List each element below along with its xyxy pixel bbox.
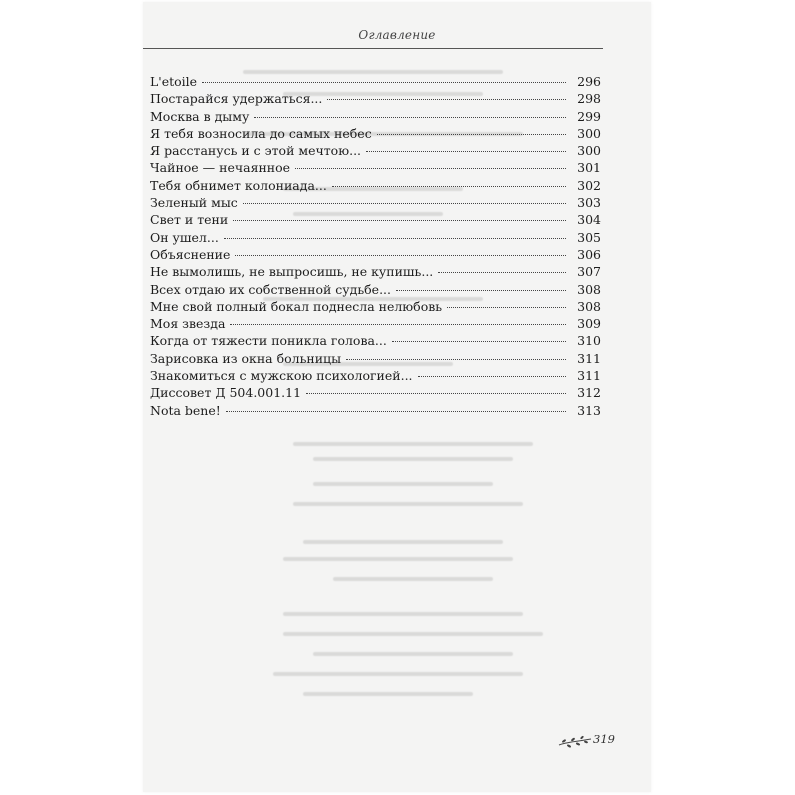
toc-entry-page: 309 — [577, 316, 601, 332]
toc-entry-page: 306 — [577, 246, 601, 262]
toc-entry[interactable] — [150, 74, 601, 91]
toc-entry[interactable] — [150, 299, 601, 316]
toc-entry-title: Я расстанусь и с этой мечтою... — [150, 143, 362, 159]
toc-entry[interactable] — [150, 212, 601, 229]
dot-leader — [295, 168, 566, 169]
toc-entry[interactable] — [150, 178, 601, 195]
dot-leader — [418, 376, 566, 377]
toc-entry[interactable] — [150, 230, 601, 247]
toc-entry-title: Мне свой полный бокал поднесла нелюбовь — [150, 298, 443, 314]
toc-entry[interactable] — [150, 385, 601, 402]
toc-entry-title: Москва в дыму — [150, 108, 250, 124]
toc-entry-title: Моя звезда — [150, 316, 226, 332]
book-page — [143, 2, 651, 792]
toc-entry[interactable] — [150, 160, 601, 177]
dot-leader — [327, 99, 566, 100]
toc-entry-page: 311 — [577, 350, 601, 366]
dot-leader — [396, 290, 566, 291]
toc-entry[interactable] — [150, 143, 601, 160]
dot-leader — [202, 82, 566, 83]
toc-entry-title: Nota bene! — [150, 402, 221, 418]
dot-leader — [306, 393, 566, 394]
toc-entry[interactable] — [150, 126, 601, 143]
toc-entry[interactable] — [150, 333, 601, 350]
dot-leader — [254, 117, 566, 118]
toc-entry-title: Зарисовка из окна больницы — [150, 350, 342, 366]
toc-entry-title: Тебя обнимет колониада... — [150, 177, 327, 193]
toc-entry-title: Свет и тени — [150, 212, 229, 228]
toc-entry-page: 301 — [577, 160, 601, 176]
toc-entry-title: Он ушел... — [150, 229, 219, 245]
toc-entry-page: 310 — [577, 333, 601, 349]
dot-leader — [230, 324, 566, 325]
toc-entry-title: L'etoile — [150, 74, 198, 89]
toc-entry[interactable] — [150, 282, 601, 299]
toc-entry[interactable] — [150, 109, 601, 126]
toc-entry[interactable] — [150, 247, 601, 264]
header-rule — [143, 48, 603, 49]
leaf-sprig-ornament-icon — [558, 734, 592, 750]
toc-entry-page: 311 — [577, 368, 601, 384]
toc-entry[interactable] — [150, 368, 601, 385]
dot-leader — [233, 220, 566, 221]
dot-leader — [226, 411, 566, 412]
toc-entry-page: 307 — [577, 264, 601, 280]
dot-leader — [447, 307, 566, 308]
page-number: 319 — [593, 732, 615, 746]
toc-entry-title: Знакомиться с мужскою психологией... — [150, 368, 413, 384]
dot-leader — [243, 203, 566, 204]
toc-entry-page: 296 — [577, 74, 601, 89]
toc-entry-page: 300 — [577, 125, 601, 141]
dot-leader — [235, 255, 566, 256]
toc-entry-title: Я тебя возносила до самых небес — [150, 125, 372, 141]
toc-entry[interactable] — [150, 195, 601, 212]
toc-entry-title: Зеленый мыс — [150, 195, 238, 211]
toc-entry-page: 313 — [577, 402, 601, 418]
toc-entry-page: 312 — [577, 385, 601, 401]
toc-entry[interactable] — [150, 351, 601, 368]
toc-entry-title: Не вымолишь, не выпросишь, не купишь... — [150, 264, 434, 280]
toc-entry[interactable] — [150, 403, 601, 420]
dot-leader — [392, 341, 566, 342]
toc-entry[interactable] — [150, 264, 601, 281]
dot-leader — [366, 151, 566, 152]
page-footer — [558, 732, 618, 754]
toc-entry-page: 299 — [577, 108, 601, 124]
table-of-contents — [150, 74, 601, 420]
toc-entry-title: Диссовет Д 504.001.11 — [150, 385, 302, 401]
toc-entry-title: Постарайся удержаться... — [150, 91, 323, 107]
toc-entry-page: 302 — [577, 177, 601, 193]
toc-entry-page: 300 — [577, 143, 601, 159]
dot-leader — [332, 186, 566, 187]
toc-entry-title: Чайное — нечаянное — [150, 160, 291, 176]
toc-entry-page: 303 — [577, 195, 601, 211]
toc-entry[interactable] — [150, 91, 601, 108]
toc-entry-page: 308 — [577, 298, 601, 314]
dot-leader — [346, 359, 566, 360]
toc-entry-page: 308 — [577, 281, 601, 297]
toc-entry-title: Когда от тяжести поникла голова... — [150, 333, 387, 349]
running-head-title: Оглавление — [358, 28, 436, 42]
toc-entry-page: 304 — [577, 212, 601, 228]
dot-leader — [224, 238, 566, 239]
toc-entry[interactable] — [150, 316, 601, 333]
dot-leader — [377, 134, 566, 135]
toc-entry-page: 298 — [577, 91, 601, 107]
toc-entry-title: Объяснение — [150, 246, 231, 262]
dot-leader — [438, 272, 566, 273]
toc-entry-page: 305 — [577, 229, 601, 245]
toc-entry-title: Всех отдаю их собственной судьбе... — [150, 281, 392, 297]
